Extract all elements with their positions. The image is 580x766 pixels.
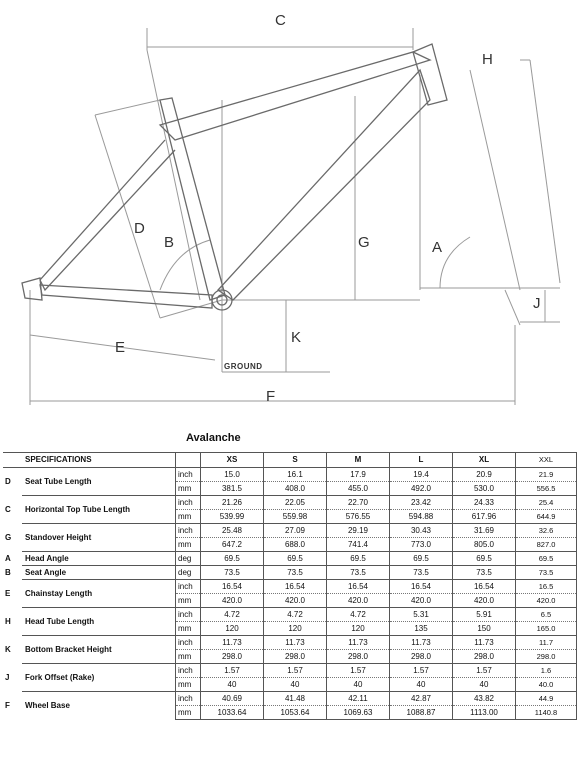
value-cell: 4.72 bbox=[264, 608, 327, 622]
spec-name: Standover Height bbox=[22, 524, 176, 552]
value-cell: 135 bbox=[390, 622, 453, 636]
value-cell: 27.09 bbox=[264, 524, 327, 538]
dimension-letter: E bbox=[5, 588, 11, 598]
value-cell: 41.48 bbox=[264, 692, 327, 706]
value-cell: 617.96 bbox=[453, 510, 516, 524]
value-cell: 22.05 bbox=[264, 496, 327, 510]
value-cell: 30.43 bbox=[390, 524, 453, 538]
spec-name: Seat Tube Length bbox=[22, 468, 176, 496]
size-header: S bbox=[264, 453, 327, 468]
value-cell: 408.0 bbox=[264, 482, 327, 496]
dim-label-f: F bbox=[266, 388, 276, 405]
dimension-letter: J bbox=[5, 672, 10, 682]
unit-cell: inch bbox=[176, 496, 201, 510]
value-cell: 73.5 bbox=[264, 566, 327, 580]
unit-cell: inch bbox=[176, 636, 201, 650]
unit-cell: mm bbox=[176, 510, 201, 524]
value-cell: 16.54 bbox=[264, 580, 327, 594]
table-row bbox=[3, 692, 577, 706]
unit-cell: inch bbox=[176, 468, 201, 482]
value-cell: 1069.63 bbox=[327, 706, 390, 720]
value-cell: 69.5 bbox=[453, 552, 516, 566]
value-cell: 25.48 bbox=[201, 524, 264, 538]
table-row bbox=[3, 580, 577, 594]
unit-cell: mm bbox=[176, 678, 201, 692]
value-cell: 455.0 bbox=[327, 482, 390, 496]
value-cell: 29.19 bbox=[327, 524, 390, 538]
value-cell: 420.0 bbox=[264, 594, 327, 608]
dimension-letter: D bbox=[5, 476, 11, 486]
dimension-letter: K bbox=[5, 644, 11, 654]
spec-name: Fork Offset (Rake) bbox=[22, 664, 176, 692]
geometry-spec-table bbox=[3, 452, 577, 720]
unit-cell: mm bbox=[176, 538, 201, 552]
value-cell: 644.9 bbox=[516, 510, 577, 524]
dim-label-c: C bbox=[275, 12, 286, 29]
model-title: Avalanche bbox=[186, 432, 241, 444]
value-cell: 1033.64 bbox=[201, 706, 264, 720]
value-cell: 40 bbox=[453, 678, 516, 692]
table-row bbox=[3, 566, 577, 580]
spec-name: Wheel Base bbox=[22, 692, 176, 720]
table-row bbox=[3, 664, 577, 678]
unit-cell: inch bbox=[176, 608, 201, 622]
value-cell: 40 bbox=[390, 678, 453, 692]
table-header-row bbox=[3, 453, 577, 468]
dim-label-a: A bbox=[432, 239, 443, 256]
value-cell: 805.0 bbox=[453, 538, 516, 552]
value-cell: 1053.64 bbox=[264, 706, 327, 720]
value-cell: 23.42 bbox=[390, 496, 453, 510]
value-cell: 69.5 bbox=[516, 552, 577, 566]
spec-name: Head Angle bbox=[22, 552, 176, 566]
value-cell: 120 bbox=[264, 622, 327, 636]
value-cell: 4.72 bbox=[327, 608, 390, 622]
size-header: XS bbox=[201, 453, 264, 468]
value-cell: 16.5 bbox=[516, 580, 577, 594]
table-row bbox=[3, 524, 577, 538]
spec-name: Head Tube Length bbox=[22, 608, 176, 636]
value-cell: 741.4 bbox=[327, 538, 390, 552]
spec-name: Chainstay Length bbox=[22, 580, 176, 608]
size-header: XL bbox=[453, 453, 516, 468]
value-cell: 827.0 bbox=[516, 538, 577, 552]
value-cell: 1140.8 bbox=[516, 706, 577, 720]
value-cell: 69.5 bbox=[264, 552, 327, 566]
size-header: XXL bbox=[516, 453, 577, 468]
value-cell: 17.9 bbox=[327, 468, 390, 482]
value-cell: 1113.00 bbox=[453, 706, 516, 720]
dimension-letter: C bbox=[5, 504, 11, 514]
dim-label-g: G bbox=[358, 234, 370, 251]
value-cell: 1088.87 bbox=[390, 706, 453, 720]
value-cell: 11.73 bbox=[390, 636, 453, 650]
value-cell: 73.5 bbox=[390, 566, 453, 580]
value-cell: 43.82 bbox=[453, 692, 516, 706]
dim-label-b: B bbox=[164, 234, 175, 251]
ground-label: GROUND bbox=[224, 362, 263, 371]
value-cell: 73.5 bbox=[327, 566, 390, 580]
value-cell: 298.0 bbox=[453, 650, 516, 664]
dimension-letter: A bbox=[5, 553, 11, 563]
value-cell: 16.54 bbox=[327, 580, 390, 594]
dim-label-j: J bbox=[533, 295, 541, 312]
value-cell: 298.0 bbox=[201, 650, 264, 664]
unit-cell: mm bbox=[176, 482, 201, 496]
value-cell: 20.9 bbox=[453, 468, 516, 482]
unit-cell: deg bbox=[176, 566, 201, 580]
value-cell: 647.2 bbox=[201, 538, 264, 552]
value-cell: 44.9 bbox=[516, 692, 577, 706]
spec-name: Seat Angle bbox=[22, 566, 176, 580]
dim-label-h: H bbox=[482, 51, 493, 68]
value-cell: 73.5 bbox=[201, 566, 264, 580]
value-cell: 31.69 bbox=[453, 524, 516, 538]
value-cell: 25.4 bbox=[516, 496, 577, 510]
value-cell: 40 bbox=[264, 678, 327, 692]
dim-label-k: K bbox=[291, 329, 302, 346]
value-cell: 773.0 bbox=[390, 538, 453, 552]
value-cell: 42.11 bbox=[327, 692, 390, 706]
value-cell: 69.5 bbox=[390, 552, 453, 566]
value-cell: 492.0 bbox=[390, 482, 453, 496]
dimension-letter: F bbox=[5, 700, 10, 710]
value-cell: 576.55 bbox=[327, 510, 390, 524]
value-cell: 73.5 bbox=[516, 566, 577, 580]
value-cell: 120 bbox=[201, 622, 264, 636]
value-cell: 298.0 bbox=[516, 650, 577, 664]
value-cell: 21.9 bbox=[516, 468, 577, 482]
dim-label-d: D bbox=[134, 220, 145, 237]
value-cell: 40 bbox=[327, 678, 390, 692]
value-cell: 4.72 bbox=[201, 608, 264, 622]
value-cell: 19.4 bbox=[390, 468, 453, 482]
value-cell: 6.5 bbox=[516, 608, 577, 622]
unit-cell: inch bbox=[176, 580, 201, 594]
value-cell: 688.0 bbox=[264, 538, 327, 552]
unit-cell: inch bbox=[176, 692, 201, 706]
value-cell: 32.6 bbox=[516, 524, 577, 538]
value-cell: 16.54 bbox=[390, 580, 453, 594]
value-cell: 298.0 bbox=[327, 650, 390, 664]
unit-cell: inch bbox=[176, 664, 201, 678]
spec-name: Bottom Bracket Height bbox=[22, 636, 176, 664]
value-cell: 420.0 bbox=[327, 594, 390, 608]
table-row bbox=[3, 552, 577, 566]
value-cell: 24.33 bbox=[453, 496, 516, 510]
table-row bbox=[3, 636, 577, 650]
value-cell: 73.5 bbox=[453, 566, 516, 580]
value-cell: 1.57 bbox=[201, 664, 264, 678]
specifications-header: SPECIFICATIONS bbox=[22, 453, 176, 468]
value-cell: 298.0 bbox=[390, 650, 453, 664]
value-cell: 5.91 bbox=[453, 608, 516, 622]
value-cell: 420.0 bbox=[390, 594, 453, 608]
spec-name: Horizontal Top Tube Length bbox=[22, 496, 176, 524]
value-cell: 120 bbox=[327, 622, 390, 636]
value-cell: 16.1 bbox=[264, 468, 327, 482]
value-cell: 298.0 bbox=[264, 650, 327, 664]
dim-label-e: E bbox=[115, 339, 126, 356]
value-cell: 16.54 bbox=[453, 580, 516, 594]
value-cell: 1.57 bbox=[453, 664, 516, 678]
value-cell: 40.0 bbox=[516, 678, 577, 692]
dimension-letter: H bbox=[5, 616, 11, 626]
value-cell: 40 bbox=[201, 678, 264, 692]
value-cell: 559.98 bbox=[264, 510, 327, 524]
value-cell: 69.5 bbox=[201, 552, 264, 566]
value-cell: 11.7 bbox=[516, 636, 577, 650]
value-cell: 11.73 bbox=[264, 636, 327, 650]
value-cell: 556.5 bbox=[516, 482, 577, 496]
value-cell: 11.73 bbox=[453, 636, 516, 650]
value-cell: 42.87 bbox=[390, 692, 453, 706]
unit-cell: mm bbox=[176, 594, 201, 608]
value-cell: 1.57 bbox=[264, 664, 327, 678]
value-cell: 40.69 bbox=[201, 692, 264, 706]
value-cell: 15.0 bbox=[201, 468, 264, 482]
unit-cell: mm bbox=[176, 706, 201, 720]
table-row bbox=[3, 468, 577, 482]
value-cell: 420.0 bbox=[516, 594, 577, 608]
value-cell: 1.57 bbox=[327, 664, 390, 678]
size-header: M bbox=[327, 453, 390, 468]
value-cell: 539.99 bbox=[201, 510, 264, 524]
value-cell: 420.0 bbox=[201, 594, 264, 608]
value-cell: 16.54 bbox=[201, 580, 264, 594]
value-cell: 420.0 bbox=[453, 594, 516, 608]
unit-cell: mm bbox=[176, 622, 201, 636]
value-cell: 530.0 bbox=[453, 482, 516, 496]
unit-cell: inch bbox=[176, 524, 201, 538]
size-header: L bbox=[390, 453, 453, 468]
value-cell: 1.6 bbox=[516, 664, 577, 678]
value-cell: 381.5 bbox=[201, 482, 264, 496]
dimension-letter: B bbox=[5, 567, 11, 577]
value-cell: 11.73 bbox=[327, 636, 390, 650]
table-row bbox=[3, 608, 577, 622]
value-cell: 22.70 bbox=[327, 496, 390, 510]
value-cell: 5.31 bbox=[390, 608, 453, 622]
unit-cell: deg bbox=[176, 552, 201, 566]
value-cell: 594.88 bbox=[390, 510, 453, 524]
value-cell: 150 bbox=[453, 622, 516, 636]
value-cell: 69.5 bbox=[327, 552, 390, 566]
value-cell: 21.26 bbox=[201, 496, 264, 510]
dimension-letter: G bbox=[5, 532, 12, 542]
unit-cell: mm bbox=[176, 650, 201, 664]
value-cell: 165.0 bbox=[516, 622, 577, 636]
value-cell: 1.57 bbox=[390, 664, 453, 678]
value-cell: 11.73 bbox=[201, 636, 264, 650]
table-row bbox=[3, 496, 577, 510]
